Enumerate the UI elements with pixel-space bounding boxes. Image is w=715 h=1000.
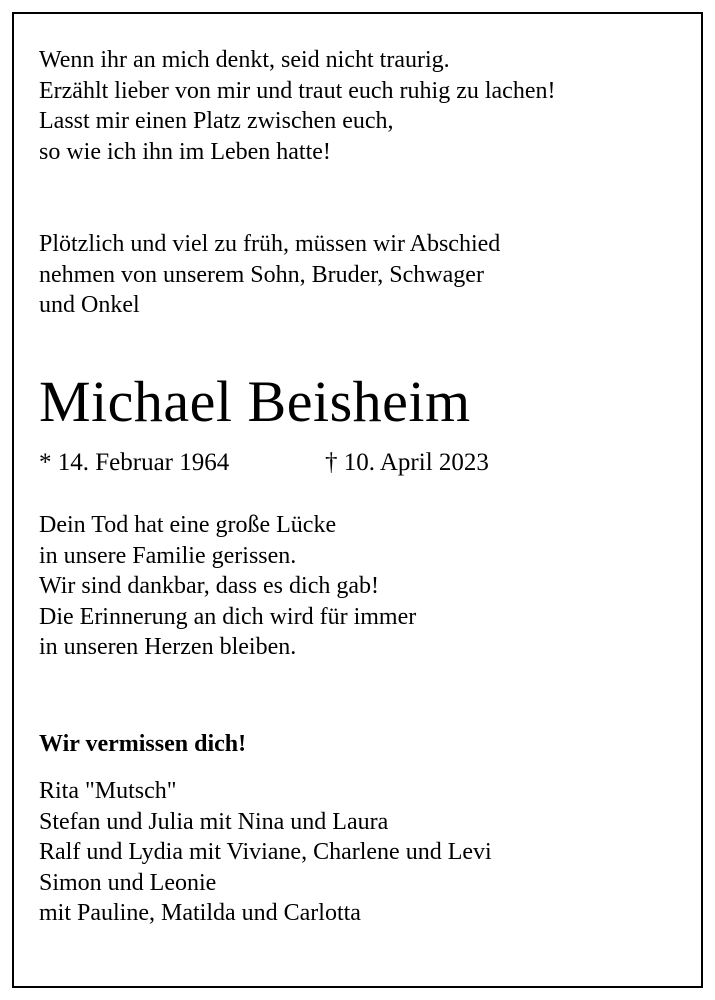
closing-line: Wir vermissen dich!: [39, 731, 247, 757]
family-member: mit Pauline, Matilda und Carlotta: [39, 900, 361, 926]
intro-line: und Onkel: [39, 292, 140, 318]
family-member: Stefan und Julia mit Nina und Laura: [39, 808, 389, 835]
message-line: in unseren Herzen bleiben.: [39, 634, 297, 660]
opening-poem: [39, 45, 555, 167]
message-line: Wir sind dankbar, dass es dich gab!: [39, 573, 379, 599]
message-line: in unsere Familie gerissen.: [39, 542, 297, 569]
family-member: Ralf und Lydia mit Viviane, Charlene und Levi: [39, 839, 492, 865]
poem-line: so wie ich ihn im Leben hatte!: [39, 138, 331, 165]
death-date: † 10. April 2023: [325, 449, 489, 476]
poem-line: Lasst mir einen Platz zwischen euch,: [39, 108, 394, 134]
intro-line: nehmen von unserem Sohn, Bruder, Schwager: [39, 261, 484, 288]
intro-line: Plötzlich und viel zu früh, müssen wir Abschied: [39, 231, 501, 257]
deceased-name: Michael Beisheim: [39, 369, 471, 434]
message-line: Dein Tod hat eine große Lücke: [39, 512, 337, 538]
poem-line: Wenn ihr an mich denkt, seid nicht traurig.: [39, 47, 450, 73]
family-member: Rita "Mutsch": [39, 778, 177, 804]
birth-date: * 14. Februar 1964: [39, 449, 230, 476]
family-signatures: [39, 776, 492, 929]
poem-line: Erzählt lieber von mir und traut euch ruhig zu lachen!: [39, 77, 556, 104]
memorial-message: [39, 510, 416, 663]
life-dates: [39, 448, 489, 478]
family-member: Simon und Leonie: [39, 869, 217, 896]
message-line: Die Erinnerung an dich wird für immer: [39, 603, 417, 630]
intro-text: [39, 229, 500, 321]
